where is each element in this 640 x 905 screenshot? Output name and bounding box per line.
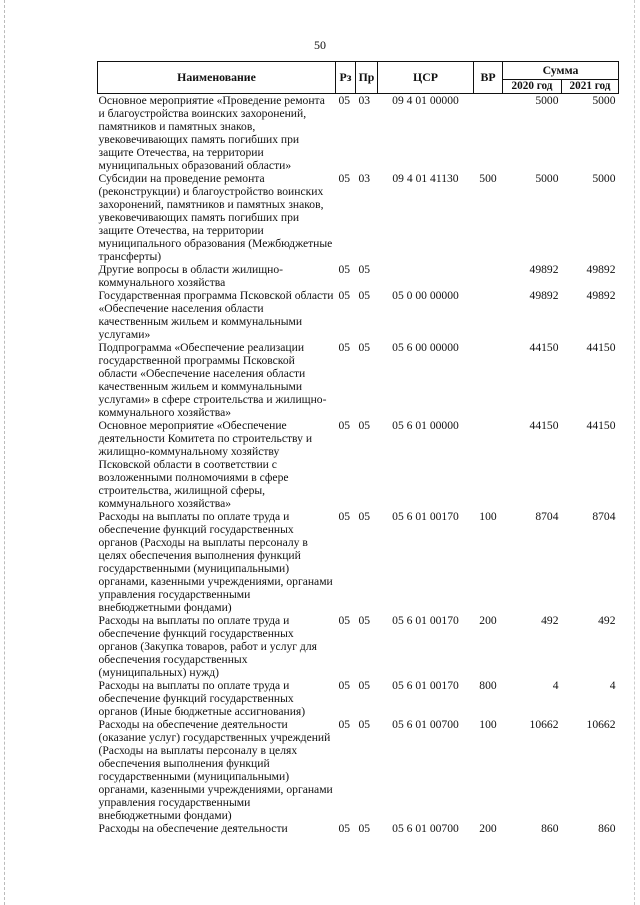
- row-pr: 05: [358, 341, 371, 354]
- table-row: [98, 289, 619, 341]
- row-sum-2020: 8704: [535, 510, 559, 523]
- row-csr: 09 4 01 00000: [392, 94, 459, 107]
- row-vr: 200: [479, 614, 497, 627]
- row-sum-2020: 49892: [529, 263, 559, 276]
- table-row: [98, 419, 619, 510]
- row-csr: 05 6 00 00000: [392, 341, 459, 354]
- row-name: Другие вопросы в области жилищно-коммунального хозяйства: [98, 263, 283, 289]
- scan-edge-right: [634, 0, 636, 905]
- row-sum-2021: 10662: [586, 718, 616, 731]
- row-name: Расходы на выплаты по оплате труда и обеспечение функций государственных органов (Иные бюджетные ассигнования): [98, 679, 306, 718]
- table-row: [98, 341, 619, 419]
- row-vr: [474, 94, 503, 173]
- row-name: Расходы на выплаты по оплате труда и обеспечение функций государственных органов (Расходы на выплаты персоналу в целях обеспечения выполнения функций государственными (муниципальными) органами, казенными учреждениями, органами управления государственными внебюджетными фондами): [98, 510, 333, 614]
- header-sum: Сумма: [503, 62, 619, 80]
- row-rz: 05: [338, 289, 351, 302]
- row-name: Основное мероприятие «Обеспечение деятельности Комитета по строительству и жилищно-коммунальному хозяйству Псковской области в соответствии с возложенными полномочиями в сфере строительства, жилищной сферы, коммунального хозяйства»: [98, 419, 313, 510]
- header-vr: ВР: [474, 62, 503, 94]
- row-rz: 05: [338, 419, 351, 432]
- budget-table: [97, 61, 619, 835]
- row-csr: 05 6 01 00700: [392, 822, 459, 835]
- row-name: Подпрограмма «Обеспечение реализации государственной программы Псковской области «Обеспечение населения области качественным жильем и коммунальными услугами» в сфере строительства и жилищно-коммунального хозяйства»: [98, 341, 327, 419]
- row-csr: 05 6 01 00700: [392, 718, 459, 731]
- row-pr: 03: [358, 94, 371, 107]
- row-sum-2021: 49892: [586, 289, 616, 302]
- row-sum-2020: 5000: [535, 94, 559, 107]
- row-sum-2020: 44150: [529, 419, 559, 432]
- row-name: Расходы на обеспечение деятельности: [98, 822, 288, 835]
- header-year-2020: 2020 год: [503, 80, 562, 94]
- page-number: 50: [314, 38, 326, 52]
- table-row: [98, 263, 619, 289]
- row-sum-2021: 8704: [592, 510, 616, 523]
- row-name: Основное мероприятие «Проведение ремонта и благоустройства воинских захоронений, памятников и памятных знаков, увековечивающих память погибших при защите Отечества, на территории муниципальных образований области»: [98, 94, 325, 172]
- row-sum-2021: 49892: [586, 263, 616, 276]
- table-row: [98, 94, 619, 173]
- row-csr: [378, 263, 474, 289]
- row-sum-2021: 5000: [592, 94, 616, 107]
- row-sum-2020: 5000: [535, 172, 559, 185]
- row-vr: [474, 289, 503, 341]
- row-rz: 05: [338, 822, 351, 835]
- row-name: Субсидии на проведение ремонта (реконструкции) и благоустройство воинских захоронений, памятников и памятных знаков, увековечивающих память погибших при защите Отечества, на территории муниципального образования (Межбюджетные трансферты): [98, 172, 333, 263]
- row-name: Государственная программа Псковской области «Обеспечение населения области качественным жильем и коммунальными услугами»: [98, 289, 334, 341]
- row-rz: 05: [338, 172, 351, 185]
- row-pr: 05: [358, 289, 371, 302]
- table-row: [98, 718, 619, 822]
- row-pr: 03: [358, 172, 371, 185]
- row-pr: 05: [358, 614, 371, 627]
- table-row: [98, 614, 619, 679]
- header-rz: Рз: [336, 62, 356, 94]
- header-csr: ЦСР: [378, 62, 474, 94]
- row-name: Расходы на обеспечение деятельности (оказание услуг) государственных учреждений (Расходы на выплаты персоналу в целях обеспечения выполнения функций государственными (муниципальными) органами, казенными учреждениями, органами управления государственными внебюджетными фондами): [98, 718, 333, 822]
- row-csr: 05 6 01 00170: [392, 510, 459, 523]
- table-body: [98, 94, 619, 836]
- row-pr: 05: [358, 679, 371, 692]
- row-vr: 200: [479, 822, 497, 835]
- row-rz: 05: [338, 263, 351, 276]
- row-pr: 05: [358, 263, 371, 276]
- row-csr: 09 4 01 41130: [392, 172, 459, 185]
- row-rz: 05: [338, 341, 351, 354]
- table-row: [98, 172, 619, 263]
- row-sum-2021: 492: [598, 614, 616, 627]
- table-row: [98, 822, 619, 835]
- table-row: [98, 510, 619, 614]
- row-rz: 05: [338, 614, 351, 627]
- row-pr: 05: [358, 822, 371, 835]
- row-sum-2021: 860: [598, 822, 616, 835]
- row-sum-2020: 860: [541, 822, 559, 835]
- header-pr: Пр: [356, 62, 378, 94]
- row-rz: 05: [338, 679, 351, 692]
- row-rz: 05: [338, 510, 351, 523]
- table-row: [98, 679, 619, 718]
- row-sum-2021: 44150: [586, 419, 616, 432]
- row-pr: 05: [358, 510, 371, 523]
- row-vr: 100: [479, 510, 497, 523]
- row-csr: 05 6 01 00170: [392, 614, 459, 627]
- row-rz: 05: [338, 718, 351, 731]
- row-sum-2021: 5000: [592, 172, 616, 185]
- row-csr: 05 6 01 00000: [392, 419, 459, 432]
- row-vr: 800: [479, 679, 497, 692]
- row-vr: [474, 263, 503, 289]
- row-sum-2021: 4: [609, 679, 616, 692]
- scan-edge-left: [4, 0, 6, 905]
- row-vr: 500: [479, 172, 497, 185]
- row-name: Расходы на выплаты по оплате труда и обеспечение функций государственных органов (Закупка товаров, работ и услуг для обеспечения государственных (муниципальных) нужд): [98, 614, 317, 679]
- row-vr: [474, 341, 503, 419]
- row-sum-2020: 44150: [529, 341, 559, 354]
- row-pr: 05: [358, 718, 371, 731]
- row-csr: 05 0 00 00000: [392, 289, 459, 302]
- row-pr: 05: [358, 419, 371, 432]
- header-year-2021: 2021 год: [562, 80, 619, 94]
- row-sum-2021: 44150: [586, 341, 616, 354]
- row-sum-2020: 492: [541, 614, 559, 627]
- header-name: Наименование: [98, 62, 336, 94]
- row-sum-2020: 49892: [529, 289, 559, 302]
- row-csr: 05 6 01 00170: [392, 679, 459, 692]
- row-vr: [474, 419, 503, 510]
- row-vr: 100: [479, 718, 497, 731]
- row-sum-2020: 4: [552, 679, 559, 692]
- row-rz: 05: [338, 94, 351, 107]
- row-sum-2020: 10662: [529, 718, 559, 731]
